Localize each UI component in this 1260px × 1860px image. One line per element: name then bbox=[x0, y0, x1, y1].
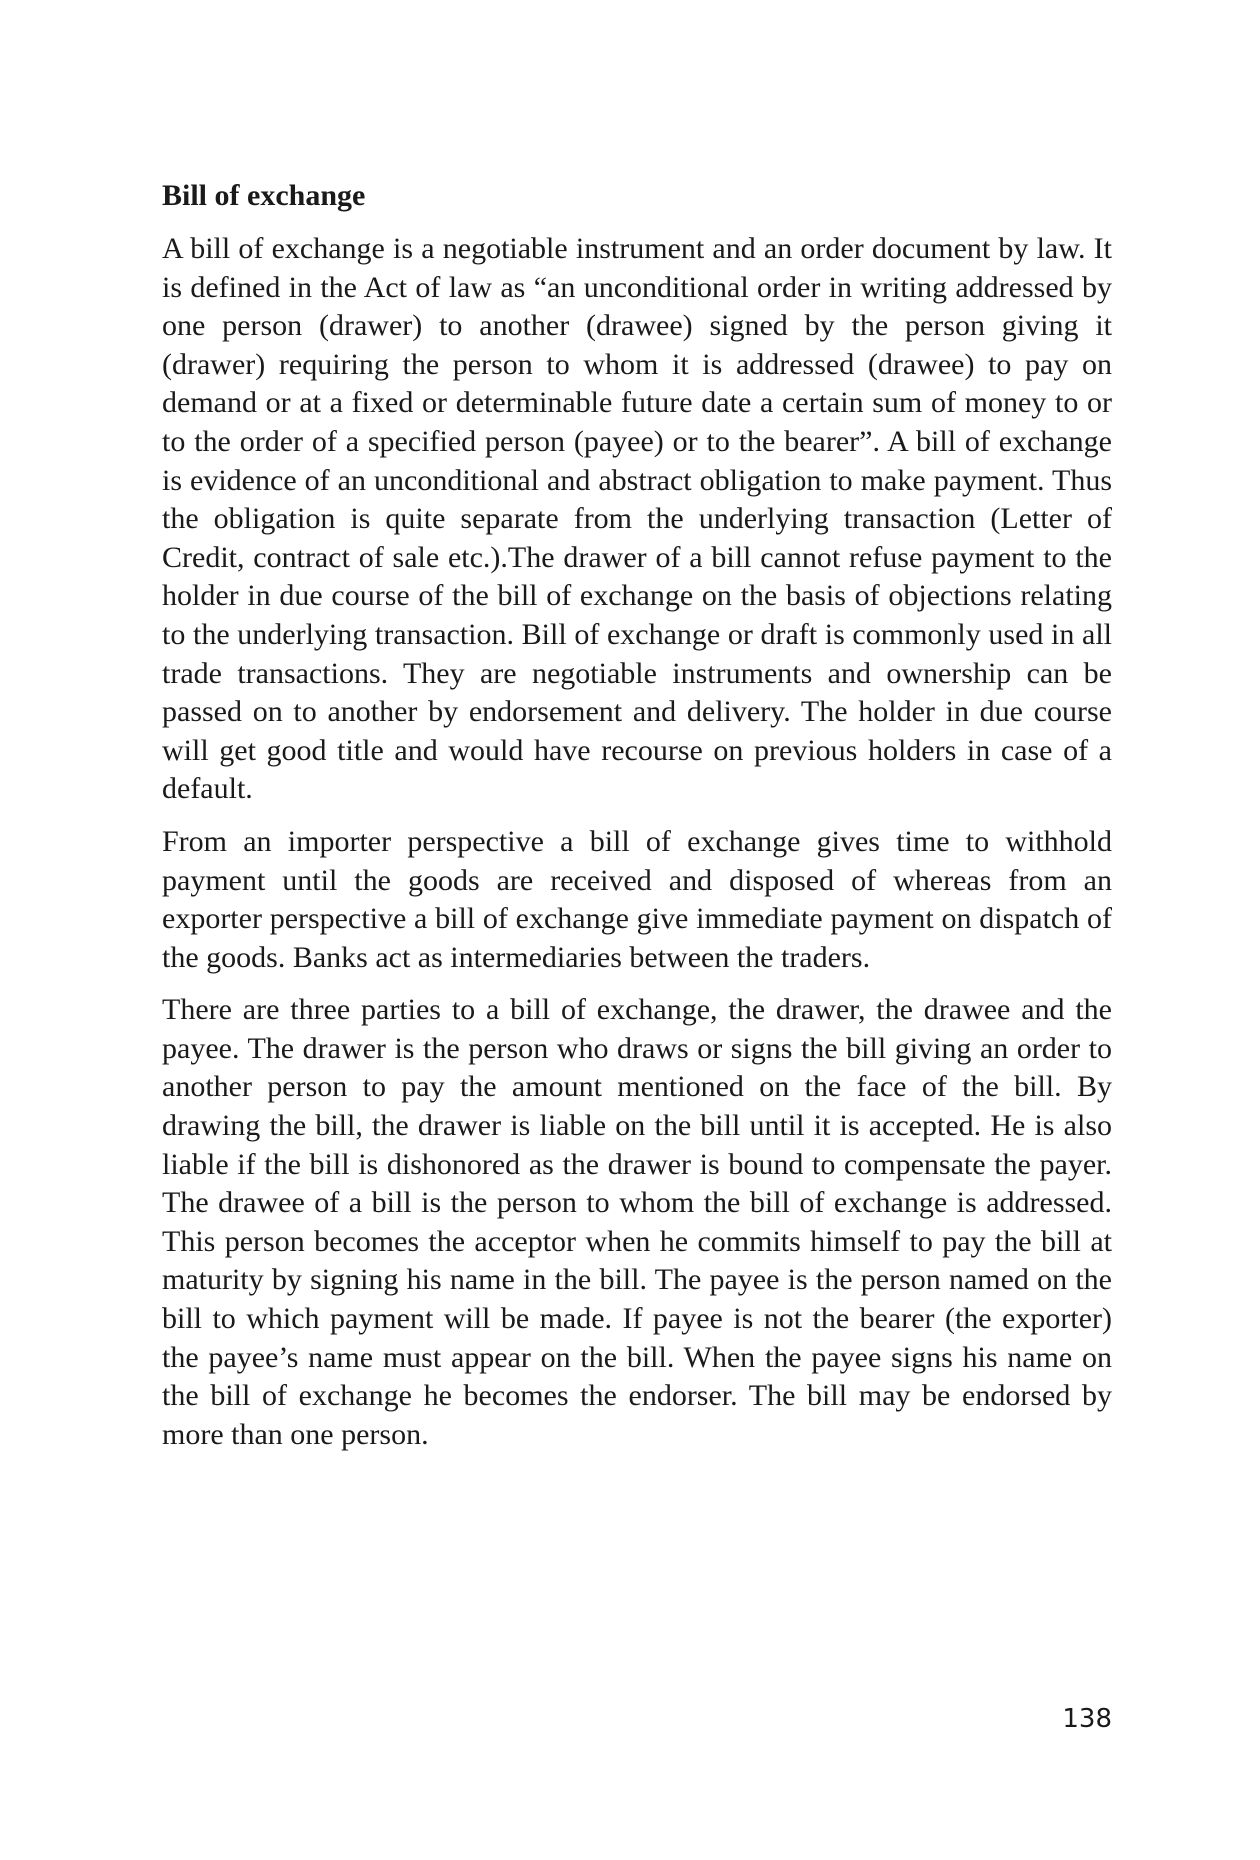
section-heading: Bill of exchange bbox=[162, 179, 366, 212]
paragraph-perspectives: From an importer perspective a bill of exchange gives time to withhold payment until the goods are received and disposed of whereas from an exporter perspective a bill of exchange give immediate payment on dispatch of the goods. Banks act as intermediaries between the traders. bbox=[162, 824, 1112, 974]
paragraph-parties: There are three parties to a bill of exchange, the drawer, the drawee and the payee. The drawer is the person who draws or signs the bill giving an order to another person to pay the amount mentioned on the face of the bill. By drawing the bill, the drawer is liable on the bill until it is accepted. He is also liable if the bill is dishonored as the drawer is bound to compensate the payer. The drawee of a bill is the person to whom the bill of exchange is addressed. This person becomes the acceptor when he commits himself to pay the bill at maturity by signing his name in the bill. The payee is the person named on the bill to which payment will be made. If payee is not the bearer (the exporter) the payee’s name must appear on the bill. When the payee signs his name on the bill of exchange he becomes the endorser. The bill may be endorsed by more than one person. bbox=[162, 993, 1112, 1451]
page-number: 138 bbox=[1062, 1704, 1112, 1734]
page-body bbox=[162, 176, 1112, 1468]
paragraph-definition: A bill of exchange is a negotiable instrument and an order document by law. It is defined in the Act of law as “an unconditional order in writing addressed by one person (drawer) to another (drawee) signed by the person giving it (drawer) requiring the person to whom it is addressed (drawee) to pay on demand or at a fixed or determinable future date a certain sum of money to or to the order of a specified person (payee) or to the bearer”. A bill of exchange is evidence of an unconditional and abstract obligation to make payment. Thus the obligation is quite separate from the underlying transaction (Letter of Credit, contract of sale etc.).The drawer of a bill cannot refuse payment to the holder in due course of the bill of exchange on the basis of objections relating to the underlying transaction. Bill of exchange or draft is commonly used in all trade transactions. They are negotiable instruments and ownership can be passed on to another by endorsement and delivery. The holder in due course will get good title and would have recourse on previous holders in case of a default. bbox=[162, 232, 1112, 806]
